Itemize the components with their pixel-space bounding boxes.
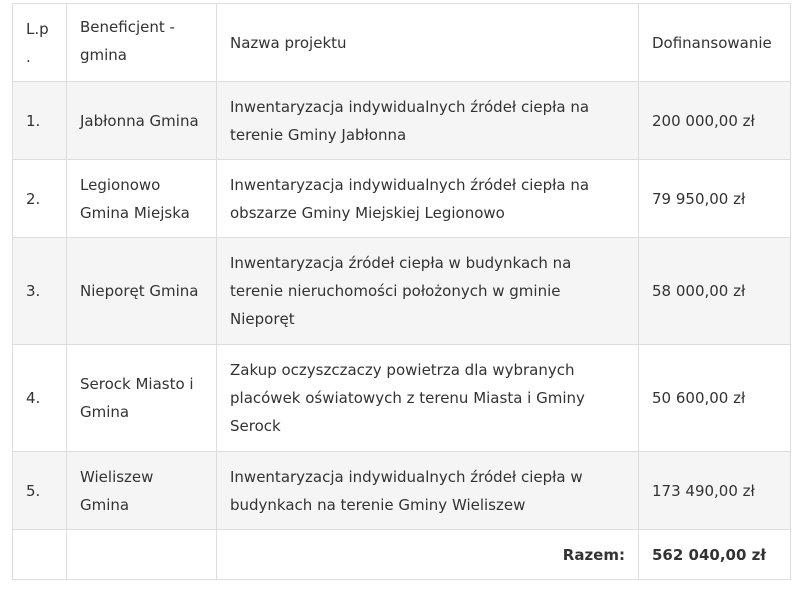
header-project: Nazwa projektu: [217, 4, 639, 82]
table-row: [13, 345, 791, 452]
row-beneficiary: Wieliszew Gmina: [67, 452, 217, 530]
row-project: Zakup oczyszczaczy powietrza dla wybranych placówek oświatowych z terenu Miasta i Gminy Serock: [217, 345, 639, 452]
row-amount: 58 000,00 zł: [639, 238, 791, 345]
row-lp: 1.: [13, 82, 67, 160]
total-label: Razem:: [217, 530, 639, 580]
row-lp: 5.: [13, 452, 67, 530]
total-value: 562 040,00 zł: [639, 530, 791, 580]
row-lp: 2.: [13, 160, 67, 238]
funding-table: [12, 3, 791, 580]
table-row: [13, 452, 791, 530]
table-total-row: [13, 530, 791, 580]
table-row: [13, 238, 791, 345]
table-row: [13, 82, 791, 160]
row-beneficiary: Legionowo Gmina Miejska: [67, 160, 217, 238]
row-amount: 50 600,00 zł: [639, 345, 791, 452]
table-row: [13, 160, 791, 238]
header-lp: L.p.: [13, 4, 67, 82]
row-project: Inwentaryzacja źródeł ciepła w budynkach na terenie nieruchomości położonych w gminie Nieporęt: [217, 238, 639, 345]
total-empty-cell: [13, 530, 67, 580]
total-empty-cell: [67, 530, 217, 580]
row-project: Inwentaryzacja indywidualnych źródeł ciepła na obszarze Gminy Miejskiej Legionowo: [217, 160, 639, 238]
row-beneficiary: Nieporęt Gmina: [67, 238, 217, 345]
row-project: Inwentaryzacja indywidualnych źródeł ciepła w budynkach na terenie Gminy Wieliszew: [217, 452, 639, 530]
row-lp: 3.: [13, 238, 67, 345]
row-amount: 79 950,00 zł: [639, 160, 791, 238]
row-beneficiary: Serock Miasto i Gmina: [67, 345, 217, 452]
row-project: Inwentaryzacja indywidualnych źródeł ciepła na terenie Gminy Jabłonna: [217, 82, 639, 160]
row-amount: 173 490,00 zł: [639, 452, 791, 530]
header-amount: Dofinansowanie: [639, 4, 791, 82]
table-header-row: [13, 4, 791, 82]
row-beneficiary: Jabłonna Gmina: [67, 82, 217, 160]
header-beneficiary: Beneficjent - gmina: [67, 4, 217, 82]
row-lp: 4.: [13, 345, 67, 452]
row-amount: 200 000,00 zł: [639, 82, 791, 160]
